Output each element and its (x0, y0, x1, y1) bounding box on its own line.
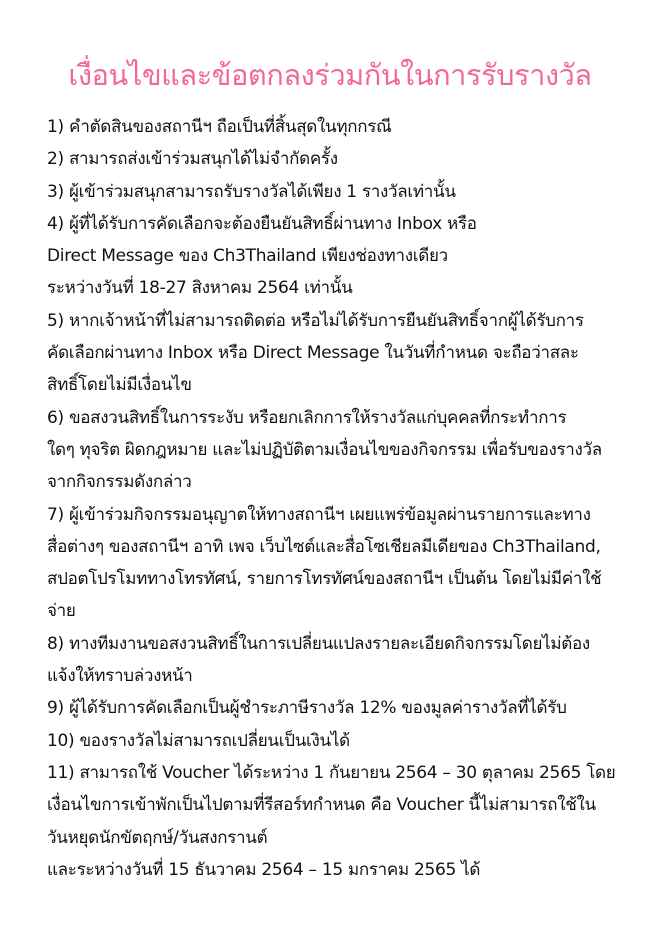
terms-line: 7) ผู้เข้าร่วมกิจกรรมอนุญาตให้ทางสถานีฯ เผยแพร่ข้อมูลผ่านรายการและทาง (47, 504, 591, 525)
terms-line: และระหว่างวันที่ 15 ธันวาคม 2564 – 15 มกราคม 2565 ได้ (47, 859, 481, 880)
terms-line: 10) ของรางวัลไม่สามารถเปลี่ยนเป็นเงินได้ (47, 730, 350, 751)
terms-line: ใดๆ ทุจริต ผิดกฎหมาย และไม่ปฏิบัติตามเงื่อนไขของกิจกรรม เพื่อรับของรางวัล (47, 439, 602, 460)
terms-line: 1) คำตัดสินของสถานีฯ ถือเป็นที่สิ้นสุดในทุกกรณี (47, 117, 392, 137)
terms-line: แจ้งให้ทราบล่วงหน้า (47, 666, 193, 687)
terms-line: สิทธิ์โดยไม่มีเงื่อนไข (47, 375, 192, 396)
terms-line: 3) ผู้เข้าร่วมสนุกสามารถรับรางวัลได้เพียง 1 รางวัลเท่านั้น (47, 181, 456, 202)
terms-line: Direct Message ของ Ch3Thailand เพียงช่องทางเดียว (47, 246, 448, 267)
terms-line: 2) สามารถส่งเข้าร่วมสนุกได้ไม่จำกัดครั้ง (47, 149, 338, 170)
terms-line: จากกิจกรรมดังกล่าว (47, 472, 192, 493)
terms-line: เงื่อนไขการเข้าพักเป็นไปตามที่รีสอร์ทกำหนด คือ Voucher นี้ไม่สามารถใช้ใน (47, 795, 596, 816)
terms-line: 6) ขอสงวนสิทธิ์ในการระงับ หรือยกเลิกการให้รางวัลแก่บุคคลที่กระทำการ (47, 407, 567, 428)
terms-line: สปอตโปรโมททางโทรทัศน์, รายการโทรทัศน์ของสถานีฯ เป็นต้น โดยไม่มีค่าใช้ (47, 569, 602, 590)
terms-list (47, 111, 647, 886)
terms-line: 11) สามารถใช้ Voucher ได้ระหว่าง 1 กันยายน 2564 – 30 ตุลาคม 2565 โดย (47, 762, 616, 783)
terms-line: 4) ผู้ที่ได้รับการคัดเลือกจะต้องยืนยันสิทธิ์ผ่านทาง Inbox หรือ (47, 213, 477, 234)
terms-line: 9) ผู้ได้รับการคัดเลือกเป็นผู้ชำระภาษีรางวัล 12% ของมูลค่ารางวัลที่ได้รับ (47, 698, 567, 719)
terms-line: ระหว่างวันที่ 18-27 สิงหาคม 2564 เท่านั้น (47, 278, 353, 299)
terms-line: 8) ทางทีมงานขอสงวนสิทธิ์ในการเปลี่ยนแปลงรายละเอียดกิจกรรมโดยไม่ต้อง (47, 633, 590, 654)
page-title: เงื่อนไขและข้อตกลงร่วมกันในการรับรางวัล (68, 58, 592, 92)
terms-line: 5) หากเจ้าหน้าที่ไม่สามารถติดต่อ หรือไม่ได้รับการยืนยันสิทธิ์จากผู้ได้รับการ (47, 310, 584, 331)
terms-line: วันหยุดนักขัตฤกษ์/วันสงกรานต์ (47, 827, 268, 848)
terms-line: สื่อต่างๆ ของสถานีฯ อาทิ เพจ เว็บไซต์และสื่อโซเชียลมีเดียของ Ch3Thailand, (47, 536, 601, 557)
terms-line: จ่าย (47, 601, 76, 622)
terms-line: คัดเลือกผ่านทาง Inbox หรือ Direct Message ในวันที่กำหนด จะถือว่าสละ (47, 343, 579, 364)
